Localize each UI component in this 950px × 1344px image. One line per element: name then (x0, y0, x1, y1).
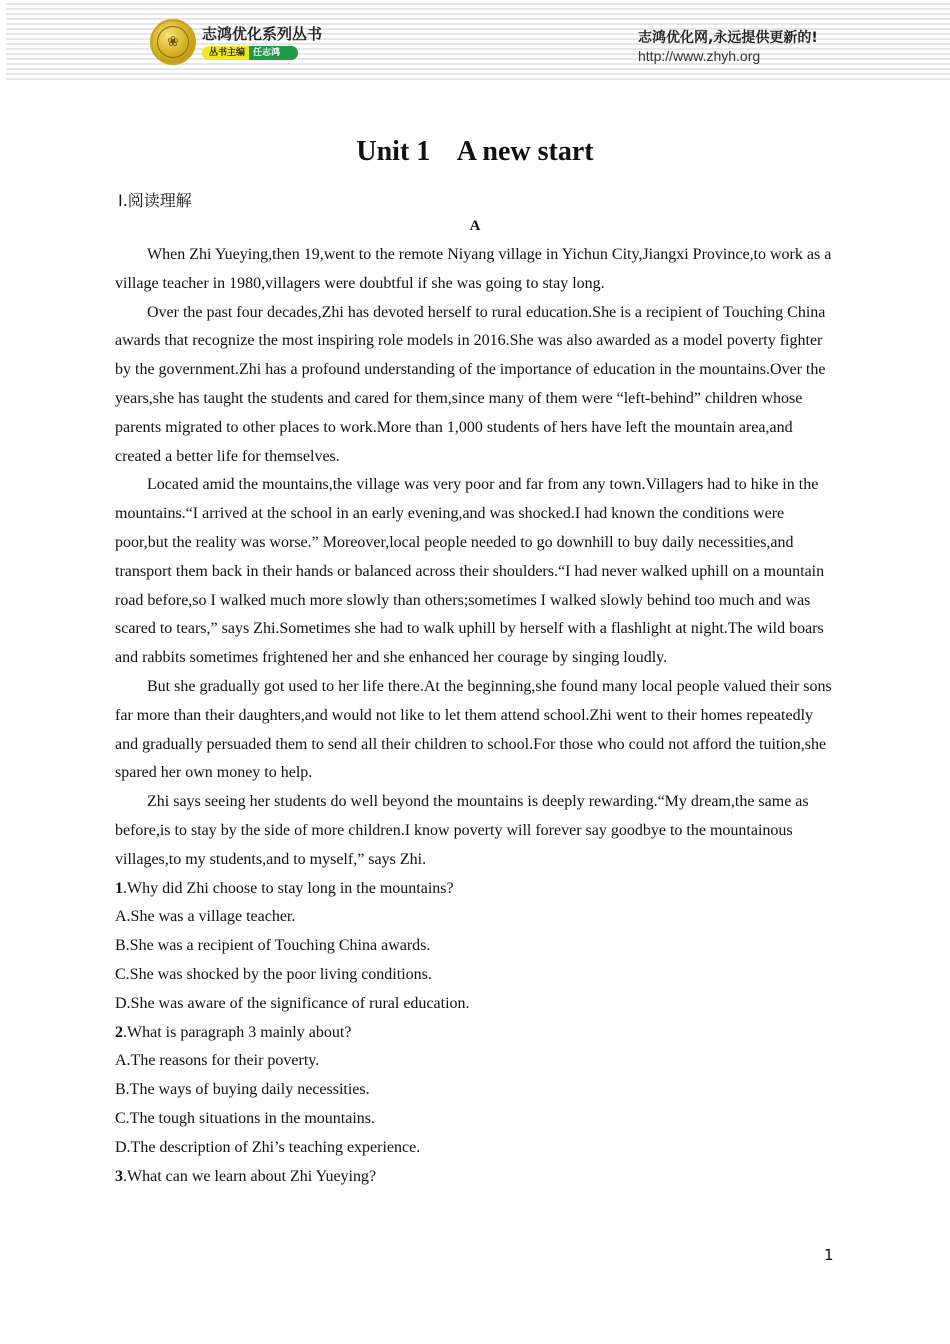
site-url-link[interactable]: http://www.zhyh.org (638, 48, 761, 64)
question-number: 3 (115, 1167, 123, 1185)
question-text: .What is paragraph 3 mainly about? (123, 1023, 352, 1041)
section-heading: Ⅰ.阅读理解 (118, 191, 192, 210)
option: B.She was a recipient of Touching China awards. (115, 937, 431, 955)
option: A.She was a village teacher. (115, 908, 296, 926)
series-logo (150, 18, 322, 66)
page-title: Unit 1 A new start (356, 136, 594, 167)
series-branding (202, 24, 322, 60)
option: D.The description of Zhi’s teaching experience. (115, 1138, 421, 1156)
option: C.The tough situations in the mountains. (115, 1109, 375, 1127)
editor-label: 丛书主编 (202, 46, 249, 60)
question-1 (115, 875, 837, 904)
question-number: 1 (115, 879, 123, 897)
header-slogan (638, 28, 818, 64)
question-text: .What can we learn about Zhi Yueying? (123, 1167, 377, 1185)
option: C.She was shocked by the poor living conditions. (115, 965, 432, 983)
question-3 (115, 1163, 837, 1192)
slogan-text: 志鸿优化网,永远提供更新的! (638, 30, 818, 46)
option: A.The reasons for their poverty. (115, 1052, 320, 1070)
paragraph: Zhi says seeing her students do well beyond the mountains is deeply rewarding.“My dream,the same as before,is to stay by the side of more children.I know poverty will forever say goodbye to the mountainous villages,to my students,and to myself,” says Zhi. (115, 793, 809, 868)
paragraph: Over the past four decades,Zhi has devoted herself to rural education.She is a recipient of Touching China awards that recognize the most inspiring role models in 2016.She was also awarded as a model poverty fighter by the government.Zhi has a profound understanding of the importance of education in the mountains.Over the years,she has taught the students and cared for them,since many of them were “left-behind” children whose parents migrated to other places to work.More than 1,000 students of hers have left the mountain area,and created a better life for themselves. (115, 303, 826, 465)
paragraph: Located amid the mountains,the village was very poor and far from any town.Villagers had to hike in the mountains.“I arrived at the school in an early evening,and was shocked.I had known the conditions were poor,but the reality was worse.” Moreover,local people needed to go downhill to buy daily necessities,and transport them back in their hands or balanced across their shoulders.“I had never walked uphill on a mountain road before,so I walked much more slowly than others;sometimes I walked slowly behind too much and was scared to tears,” says Zhi.Sometimes she had to walk uphill by herself with a flashlight at night.The wild boars and rabbits sometimes frightened her and she enhanced her courage by singing loudly. (115, 476, 825, 667)
editor-badge (202, 46, 298, 60)
passage-label: A (469, 218, 481, 234)
page-number: 1 (824, 1246, 834, 1264)
paragraph: When Zhi Yueying,then 19,went to the remote Niyang village in Yichun City,Jiangxi Province,to work as a village teacher in 1980,villagers were doubtful if she was going to stay long. (115, 246, 832, 292)
paragraph: But she gradually got used to her life there.At the beginning,she found many local people valued their sons far more than their daughters,and would not like to let them attend school.Zhi went to their homes repeatedly and gradually persuaded them to send all their children to school.For those who could not afford the tuition,she spared her own money to help. (115, 677, 832, 782)
question-2 (115, 1019, 837, 1048)
option: D.She was aware of the significance of rural education. (115, 994, 470, 1012)
option: B.The ways of buying daily necessities. (115, 1081, 370, 1099)
editor-name: 任志鸿 (249, 46, 298, 60)
medal-emblem-icon: ❀ (157, 26, 189, 58)
page-header (6, 0, 950, 80)
question-number: 2 (115, 1023, 123, 1041)
question-text: .Why did Zhi choose to stay long in the mountains? (123, 879, 454, 897)
medal-logo-icon (150, 19, 196, 65)
series-title: 志鸿优化系列丛书 (202, 25, 323, 43)
document-body (115, 241, 837, 1191)
